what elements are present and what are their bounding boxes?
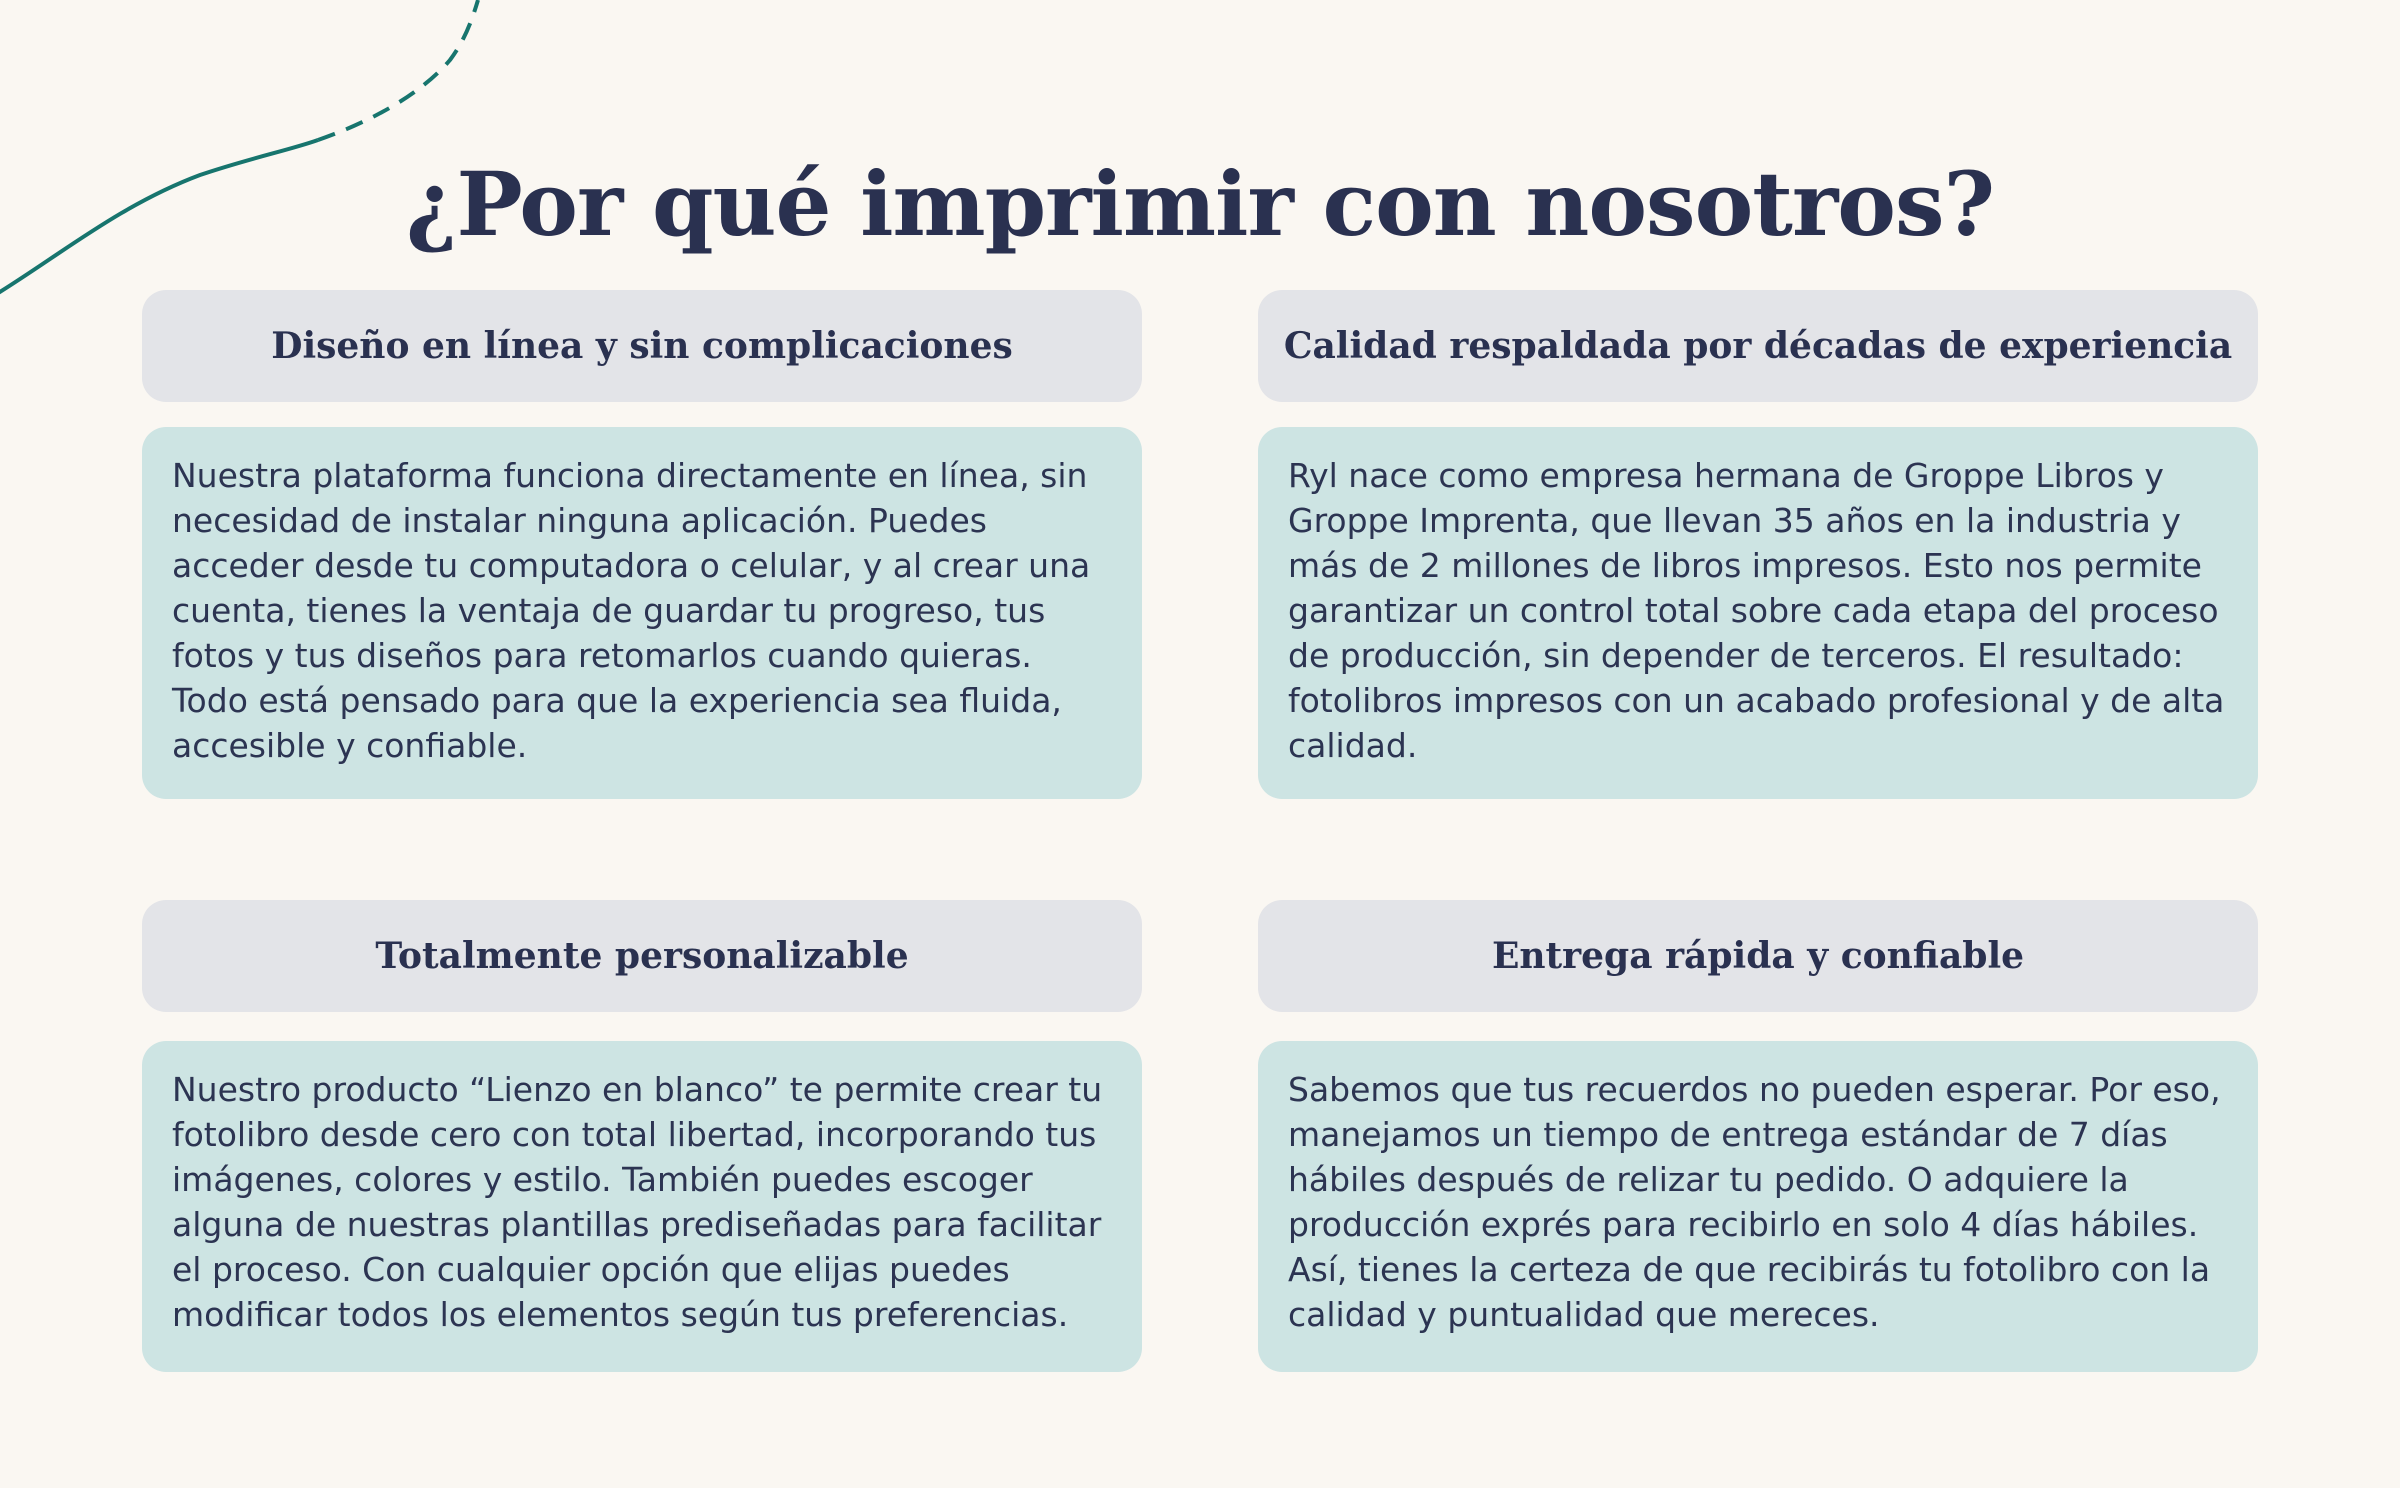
card-heading-quality: Calidad respaldada por décadas de experiencia [1258,290,2258,402]
card-heading-delivery: Entrega rápida y confiable [1258,900,2258,1012]
card-body-online-design: Nuestra plataforma funciona directamente en línea, sin necesidad de instalar ninguna aplicación. Puedes acceder desde tu computadora o celular, y al crear una cuenta, tienes la ventaja de guardar tu progreso, tus fotos y tus diseños para retomarlos cuando quieras. Todo está pensado para que la experiencia sea fluida, accesible y confiable. [142,427,1142,799]
card-body-delivery: Sabemos que tus recuerdos no pueden esperar. Por eso, manejamos un tiempo de entrega estándar de 7 días hábiles después de relizar tu pedido. O adquiere la producción exprés para recibirlo en solo 4 días hábiles. Así, tienes la certeza de que recibirás tu fotolibro con la calidad y puntualidad que mereces. [1258,1041,2258,1372]
card-body-quality: Ryl nace como empresa hermana de Groppe Libros y Groppe Imprenta, que llevan 35 años en la industria y más de 2 millones de libros impresos. Esto nos permite garantizar un control total sobre cada etapa del proceso de producción, sin depender de terceros. El resultado: fotolibros impresos con un acabado profesional y de alta calidad. [1258,427,2258,799]
page-title: ¿Por qué imprimir con nosotros? [405,151,1995,256]
card-heading-customizable: Totalmente personalizable [142,900,1142,1012]
card-heading-online-design: Diseño en línea y sin complicaciones [142,290,1142,402]
card-body-customizable: Nuestro producto “Lienzo en blanco” te permite crear tu fotolibro desde cero con total libertad, incorporando tus imágenes, colores y estilo. También puedes escoger alguna de nuestras plantillas prediseñadas para facilitar el proceso. Con cualquier opción que elijas puedes modificar todos los elementos según tus preferencias. [142,1041,1142,1372]
